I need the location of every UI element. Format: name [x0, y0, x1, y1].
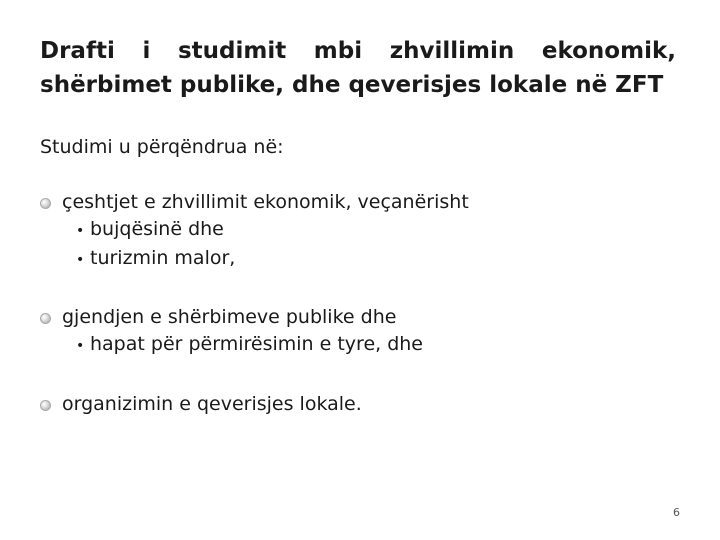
sub-bullet-icon: •	[76, 252, 85, 268]
list-item-text: çeshtjet e zhvillimit ekonomik, veçanërisht	[62, 191, 469, 213]
sub-bullet-icon: •	[76, 338, 85, 354]
sub-list-item-text: bujqësinë dhe	[90, 218, 224, 240]
sub-list-item	[62, 216, 469, 245]
bullet-icon	[40, 313, 51, 324]
list-item	[62, 189, 469, 274]
sub-bullet-icon: •	[76, 223, 85, 239]
list-item	[62, 304, 423, 360]
title-line-1: Drafti i studimit mbi zhvillimin ekonomik,	[40, 38, 676, 64]
slide-title	[40, 34, 676, 102]
intro-text: Studimi u përqëndrua në:	[40, 136, 284, 158]
sub-list-item-text: turizmin malor,	[90, 247, 236, 269]
bullet-icon	[40, 400, 51, 411]
sub-list-item-text: hapat për përmirësimin e tyre, dhe	[90, 333, 424, 355]
sub-list-item	[62, 331, 423, 360]
sub-list-item	[62, 245, 469, 274]
page-number: 6	[673, 506, 680, 519]
list-item-text: gjendjen e shërbimeve publike dhe	[62, 306, 397, 328]
bullet-icon	[40, 198, 51, 209]
title-line-2: shërbimet publike, dhe qeverisjes lokale në ZFT	[40, 72, 664, 98]
list-item	[62, 391, 362, 418]
list-item-text: organizimin e qeverisjes lokale.	[62, 393, 362, 415]
